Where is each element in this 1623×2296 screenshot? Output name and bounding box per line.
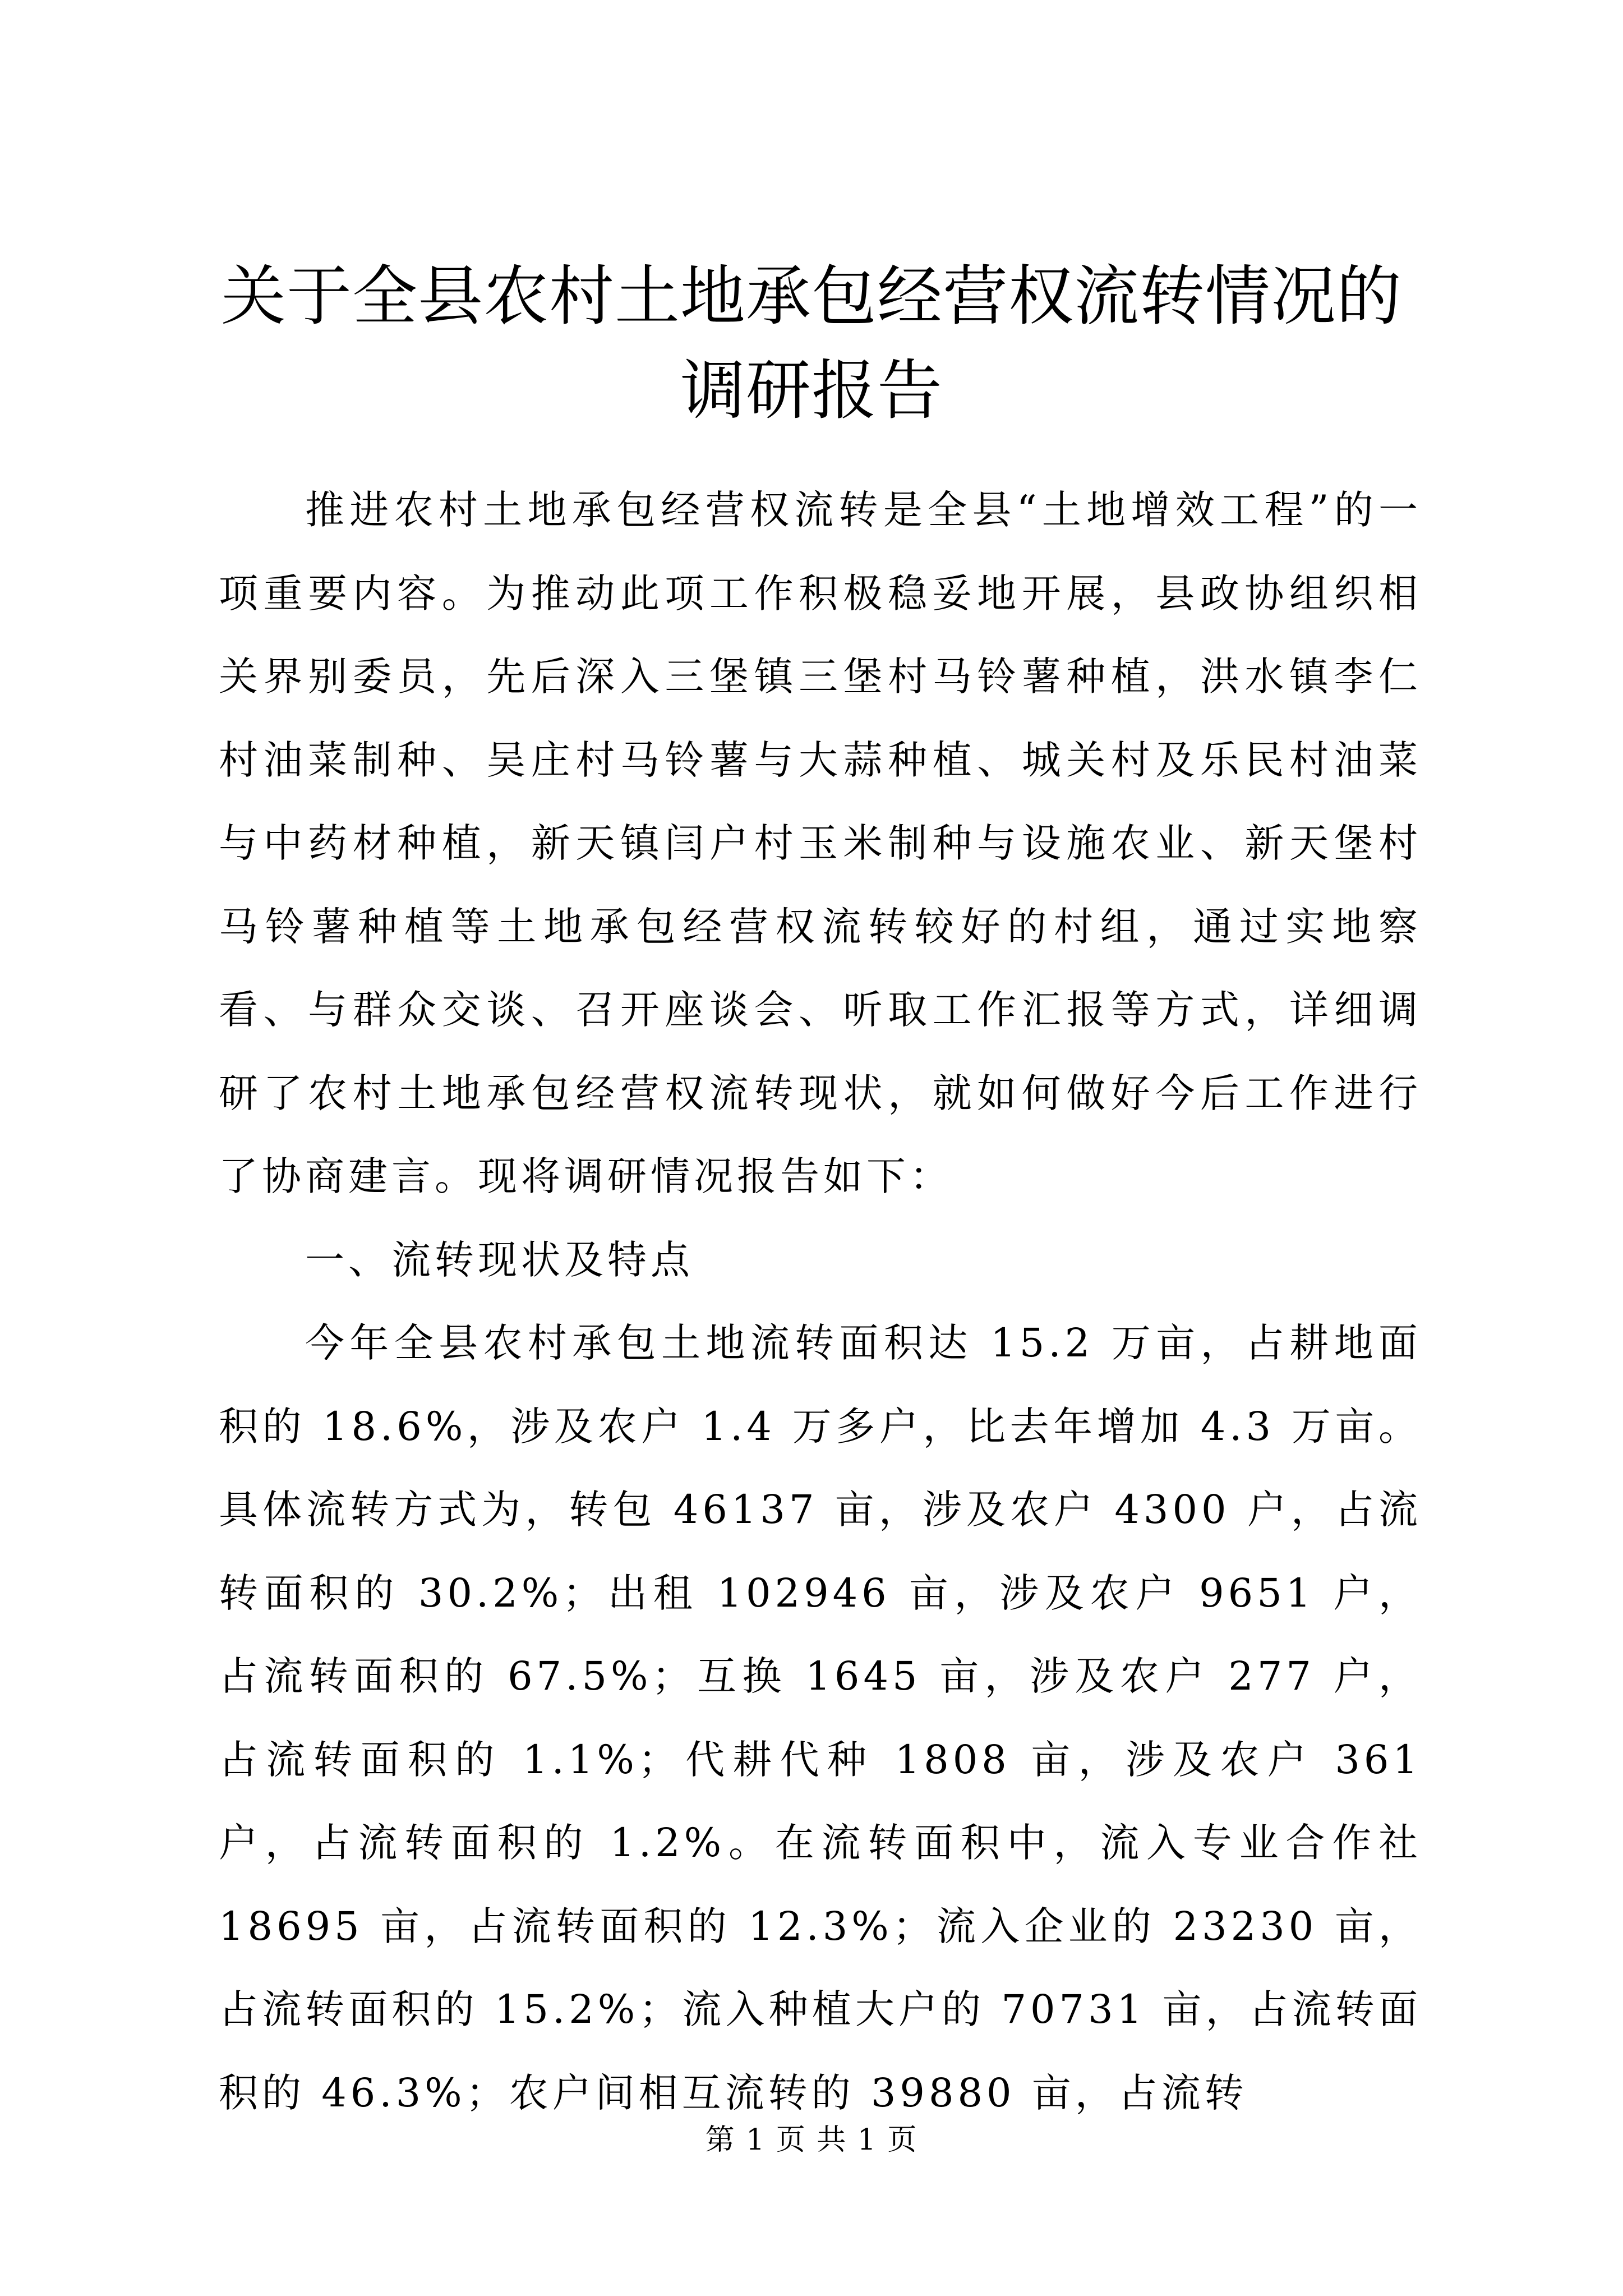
section-paragraph: 今年全县农村承包土地流转面积达 15.2 万亩，占耕地面积的 18.6%，涉及农户 1.4 万多户，比去年增加 4.3 万亩。具体流转方式为，转包 46137 亩，涉及农户 4300 户，占流转面积的 30.2%；出租 102946 亩，涉及农户 9651 户，占流转面积的 67.5%；互换 1645 亩，涉及农户 277 户，占流转面积的 1.1%；代耕代种 1808 亩，涉及农户 361 户，占流转面积的 1.2%。在流转面积中，流入专业合作社 18695 亩，占流转面积的 12.3%；流入企业的 23230 亩，占流转面积的 15.2%；流入种植大户的 70731 亩，占流转面积的 46.3%；农户间相互流转的 39880 亩，占流转 [219, 1320, 1422, 2116]
intro-paragraph: 推进农村土地承包经营权流转是全县“土地增效工程”的一项重要内容。为推动此项工作积极稳妥地开展，县政协组织相关界别委员，先后深入三堡镇三堡村马铃薯种植，洪水镇李仁村油菜制种、吴庄村马铃薯与大蒜种植、城关村及乐民村油菜与中药材种植，新天镇闫户村玉米制种与设施农业、新天堡村马铃薯种植等土地承包经营权流转较好的村组，通过实地察看、与群众交谈、召开座谈会、听取工作汇报等方式，详细调研了农村土地承包经营权流转现状，就如何做好今后工作进行了协商建言。现将调研情况报告如下： [219, 487, 1422, 1199]
document-title: 关于全县农村土地承包经营权流转情况的调研报告 [221, 259, 1402, 429]
document-body [219, 468, 1422, 2134]
page-footer: 第 1 页 共 1 页 [705, 2123, 918, 2157]
section-heading: 一、流转现状及特点 [305, 1236, 694, 1283]
